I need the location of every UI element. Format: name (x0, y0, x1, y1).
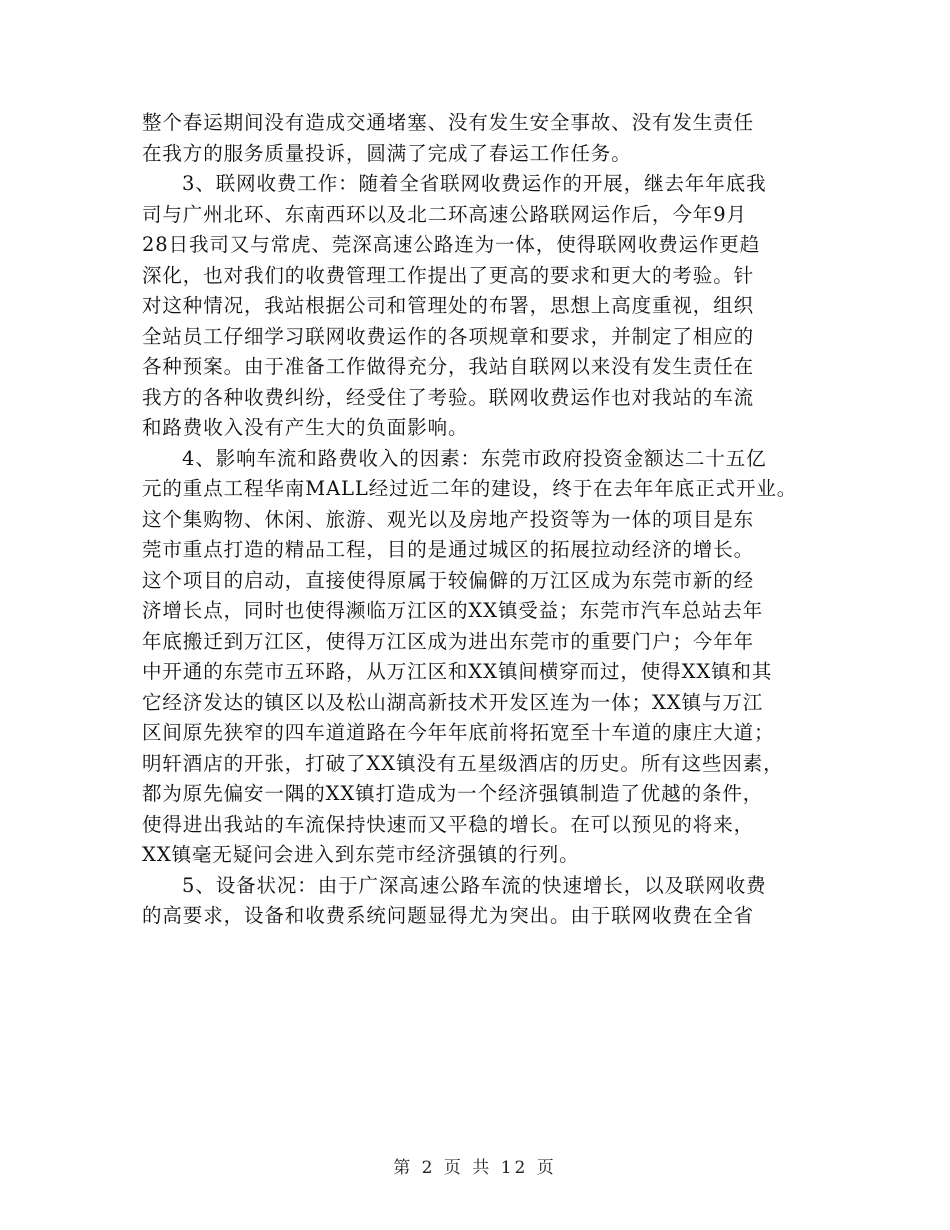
text-line: 我方的各种收费纠纷，经受住了考验。联网收费运作也对我站的车流 (142, 385, 755, 409)
text-line: 各种预案。由于准备工作做得充分，我站自联网以来没有发生责任在 (142, 355, 755, 378)
text-line: 年底搬迁到万江区，使得万江区成为进出东莞市的重要门户；今年年 (142, 629, 755, 653)
text-line: 这个项目的启动，直接使得原属于较偏僻的万江区成为东莞市新的经 (142, 568, 755, 592)
text-line: XX镇毫无疑问会进入到东莞市经济强镇的行列。 (142, 843, 580, 866)
text-line: 明轩酒店的开张，打破了XX镇没有五星级酒店的历史。所有这些因素， (142, 751, 784, 775)
text-line: 区间原先狭窄的四车道道路在今年年底前将拓宽至十车道的康庄大道； (142, 721, 775, 744)
text-line: 深化，也对我们的收费管理工作提出了更高的要求和更大的考验。针 (142, 263, 755, 287)
text-line: 济增长点，同时也使得濒临万江区的XX镇受益；东莞市汽车总站去年 (142, 599, 764, 622)
text-line: 中开通的东莞市五环路，从万江区和XX镇间横穿而过，使得XX镇和其 (142, 660, 773, 683)
body-text (142, 108, 822, 932)
text-line: 这个集购物、休闲、旅游、观光以及房地产投资等为一体的项目是东 (142, 507, 755, 531)
text-line: 司与广州北环、东南西环以及北二环高速公路联网运作后，今年9月 (142, 202, 747, 226)
page-number-footer: 第 2 页 共 12 页 (393, 1158, 557, 1178)
text-line: 28日我司又与常虎、莞深高速公路连为一体，使得联网收费运作更趋 (142, 233, 761, 256)
text-line: 元的重点工程华南MALL经过近二年的建设，终于在去年年底正式开业。 (142, 477, 798, 500)
text-line: 使得进出我站的车流保持快速而又平稳的增长。在可以预见的将来， (142, 812, 755, 836)
text-line: 都为原先偏安一隅的XX镇打造成为一个经济强镇制造了优越的条件， (142, 782, 764, 805)
section-heading-line: 5、设备状况：由于广深高速公路车流的快速增长，以及联网收费 (182, 873, 767, 897)
text-line: 莞市重点打造的精品工程，目的是通过城区的拓展拉动经济的增长。 (142, 538, 755, 561)
section-heading-line: 3、联网收费工作：随着全省联网收费运作的开展，继去年年底我 (182, 172, 767, 195)
text-line: 的高要求，设备和收费系统问题显得尤为突出。由于联网收费在全省 (142, 904, 755, 927)
text-line: 在我方的服务质量投诉，圆满了完成了春运工作任务。 (142, 141, 632, 165)
section-heading-line: 4、影响车流和路费收入的因素：东莞市政府投资金额达二十五亿 (182, 446, 767, 470)
text-line: 整个春运期间没有造成交通堵塞、没有发生安全事故、没有发生责任 (142, 111, 755, 134)
text-line: 全站员工仔细学习联网收费运作的各项规章和要求，并制定了相应的 (142, 324, 755, 348)
text-line: 它经济发达的镇区以及松山湖高新技术开发区连为一体；XX镇与万江 (142, 690, 764, 714)
text-line: 和路费收入没有产生大的负面影响。 (142, 416, 469, 439)
text-line: 对这种情况，我站根据公司和管理处的布署，思想上高度重视，组织 (142, 294, 755, 317)
